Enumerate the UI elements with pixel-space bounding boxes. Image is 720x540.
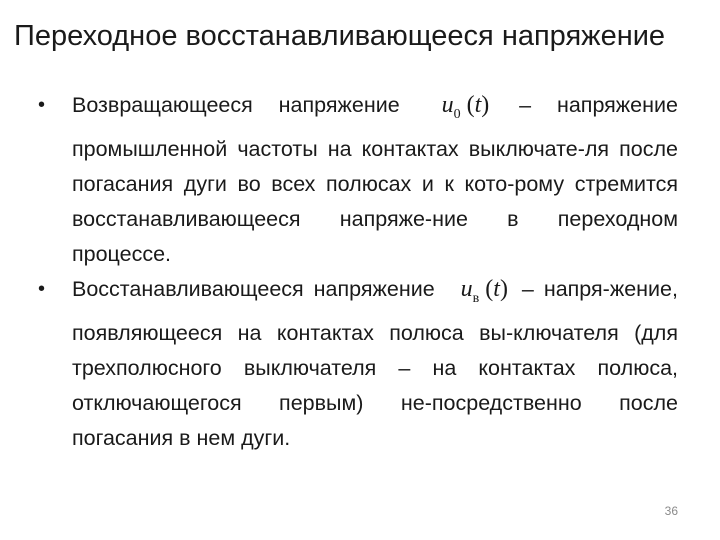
formula-arg: t (493, 275, 500, 302)
bullet-icon: • (38, 277, 46, 300)
formula-uv-t: $u_в$ (t) (460, 275, 508, 306)
formula-var: u (441, 92, 454, 118)
formula-sub: 0 (453, 106, 461, 122)
formula-arg: t (474, 92, 482, 118)
bullet-rest: – напря-жение, появляющееся на контактах полюса вы-ключателя (для трехполюсного выключателя – на контактах полюса, отключающегося первым) не-посредственно после погасания в нем дуги. (72, 276, 678, 450)
slide-title: Переходное восстанавливающееся напряжение (14, 20, 666, 52)
formula-sub: в (472, 290, 480, 306)
bullet-list (38, 88, 678, 456)
bullet-rest: – напряжение промышленной частоты на контактах выключате-ля после погасания дуги во всех полюсах и к кото-рому стремится восстанавливающееся напряже-ние в переходном процессе. (72, 93, 678, 266)
page-number: 36 (664, 504, 678, 518)
bullet-item-recovery-voltage (38, 272, 678, 456)
bullet-item-return-voltage (38, 88, 678, 272)
bullet-lead: Возвращающееся напряжение (72, 93, 400, 117)
formula-var: u (460, 275, 473, 302)
bullet-lead: Восстанавливающееся напряжение (72, 276, 435, 301)
bullet-icon: • (38, 94, 46, 116)
formula-u0-t: $u_0$ (t) (441, 92, 490, 122)
